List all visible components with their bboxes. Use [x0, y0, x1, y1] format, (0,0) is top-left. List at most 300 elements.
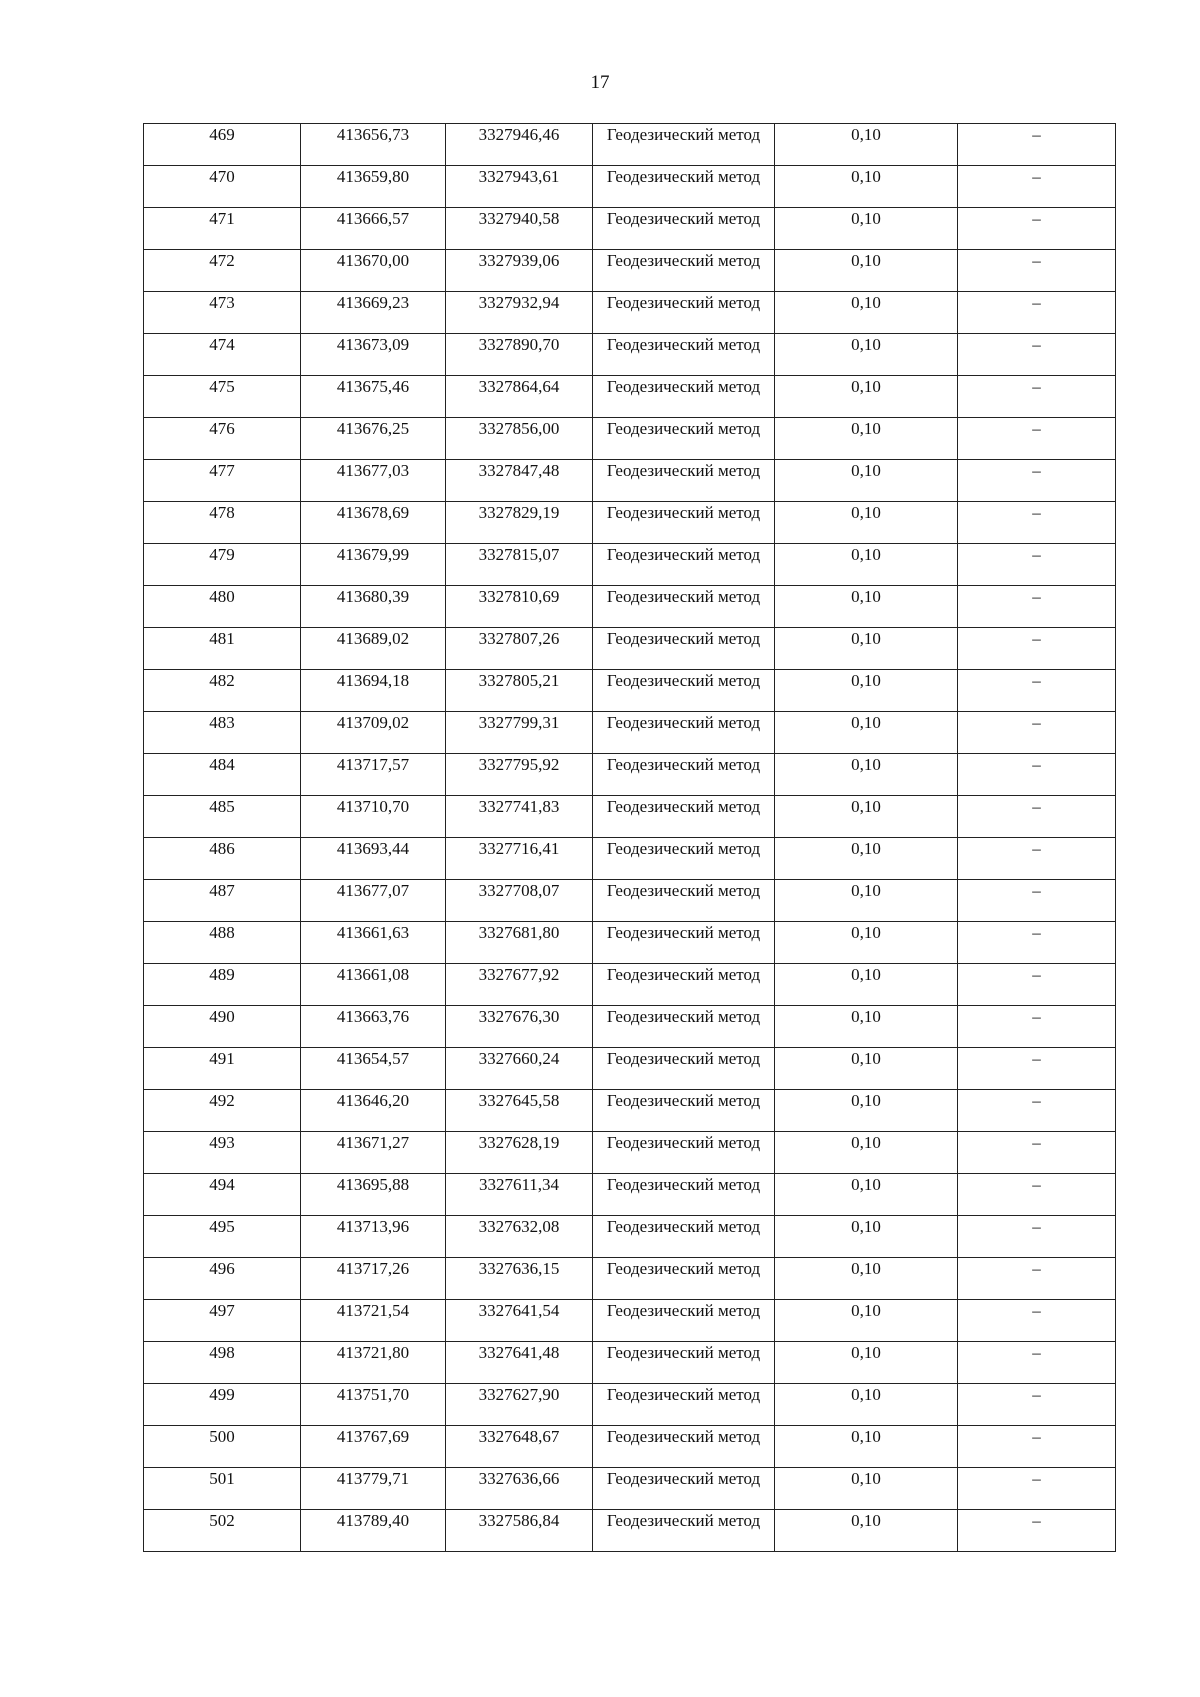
- accuracy-text: 0,10: [851, 1049, 881, 1068]
- x-coordinate-cell: [301, 586, 446, 628]
- point-number-text: 472: [209, 251, 235, 270]
- method-cell: [593, 628, 775, 670]
- x-coordinate-cell: [301, 502, 446, 544]
- x-coordinate-cell: [301, 880, 446, 922]
- note-text: –: [1032, 629, 1041, 648]
- y-coordinate-text: 3327677,92: [478, 965, 560, 984]
- note-text: –: [1032, 1175, 1041, 1194]
- accuracy-text: 0,10: [851, 377, 881, 396]
- table-row: [144, 376, 1116, 418]
- x-coordinate-text: 413675,46: [336, 377, 410, 396]
- method-text: Геодезический метод: [606, 1343, 761, 1362]
- point-number-text: 469: [209, 125, 235, 144]
- x-coordinate-cell: [301, 1258, 446, 1300]
- x-coordinate-text: 413677,03: [336, 461, 410, 480]
- y-coordinate-text: 3327829,19: [478, 503, 560, 522]
- note-text: –: [1032, 1091, 1041, 1110]
- method-cell: [593, 376, 775, 418]
- note-text: –: [1032, 587, 1041, 606]
- note-cell: [958, 880, 1116, 922]
- method-cell: [593, 1174, 775, 1216]
- accuracy-cell: [775, 376, 958, 418]
- accuracy-text: 0,10: [851, 1259, 881, 1278]
- table-row: [144, 922, 1116, 964]
- accuracy-text: 0,10: [851, 251, 881, 270]
- note-cell: [958, 376, 1116, 418]
- accuracy-cell: [775, 1006, 958, 1048]
- method-cell: [593, 460, 775, 502]
- note-cell: [958, 922, 1116, 964]
- table-row: [144, 292, 1116, 334]
- x-coordinate-cell: [301, 1048, 446, 1090]
- method-text: Геодезический метод: [606, 1175, 761, 1194]
- note-cell: [958, 208, 1116, 250]
- accuracy-cell: [775, 166, 958, 208]
- note-cell: [958, 1006, 1116, 1048]
- method-cell: [593, 1006, 775, 1048]
- note-cell: [958, 1216, 1116, 1258]
- point-number-cell: [144, 124, 301, 166]
- y-coordinate-text: 3327932,94: [478, 293, 560, 312]
- accuracy-cell: [775, 502, 958, 544]
- point-number-text: 471: [209, 209, 235, 228]
- y-coordinate-cell: [446, 628, 593, 670]
- y-coordinate-cell: [446, 418, 593, 460]
- table-row: [144, 544, 1116, 586]
- note-cell: [958, 1132, 1116, 1174]
- method-cell: [593, 1048, 775, 1090]
- x-coordinate-cell: [301, 754, 446, 796]
- x-coordinate-cell: [301, 460, 446, 502]
- x-coordinate-text: 413693,44: [336, 839, 410, 858]
- method-cell: [593, 1090, 775, 1132]
- note-cell: [958, 754, 1116, 796]
- accuracy-cell: [775, 1048, 958, 1090]
- x-coordinate-text: 413710,70: [336, 797, 410, 816]
- accuracy-text: 0,10: [851, 923, 881, 942]
- accuracy-cell: [775, 1132, 958, 1174]
- note-text: –: [1032, 503, 1041, 522]
- method-text: Геодезический метод: [606, 629, 761, 648]
- accuracy-cell: [775, 418, 958, 460]
- table-row: [144, 964, 1116, 1006]
- table-row: [144, 1384, 1116, 1426]
- method-cell: [593, 1510, 775, 1552]
- y-coordinate-text: 3327627,90: [478, 1385, 560, 1404]
- note-text: –: [1032, 1343, 1041, 1362]
- x-coordinate-cell: [301, 964, 446, 1006]
- point-number-cell: [144, 544, 301, 586]
- note-cell: [958, 124, 1116, 166]
- y-coordinate-text: 3327636,15: [478, 1259, 560, 1278]
- method-text: Геодезический метод: [606, 125, 761, 144]
- note-text: –: [1032, 545, 1041, 564]
- x-coordinate-text: 413654,57: [336, 1049, 410, 1068]
- y-coordinate-cell: [446, 796, 593, 838]
- table-row: [144, 1510, 1116, 1552]
- point-number-cell: [144, 1006, 301, 1048]
- x-coordinate-cell: [301, 292, 446, 334]
- accuracy-text: 0,10: [851, 1217, 881, 1236]
- note-text: –: [1032, 1259, 1041, 1278]
- note-text: –: [1032, 671, 1041, 690]
- method-text: Геодезический метод: [606, 1301, 761, 1320]
- note-cell: [958, 544, 1116, 586]
- y-coordinate-cell: [446, 1258, 593, 1300]
- note-cell: [958, 586, 1116, 628]
- accuracy-text: 0,10: [851, 1133, 881, 1152]
- y-coordinate-text: 3327586,84: [478, 1511, 560, 1530]
- y-coordinate-text: 3327660,24: [478, 1049, 560, 1068]
- point-number-cell: [144, 586, 301, 628]
- table-row: [144, 166, 1116, 208]
- method-text: Геодезический метод: [606, 167, 761, 186]
- y-coordinate-text: 3327716,41: [478, 839, 560, 858]
- y-coordinate-text: 3327636,66: [478, 1469, 560, 1488]
- table-row: [144, 670, 1116, 712]
- x-coordinate-cell: [301, 1090, 446, 1132]
- table-row: [144, 124, 1116, 166]
- x-coordinate-text: 413669,23: [336, 293, 410, 312]
- accuracy-cell: [775, 1342, 958, 1384]
- y-coordinate-cell: [446, 670, 593, 712]
- method-cell: [593, 250, 775, 292]
- note-text: –: [1032, 1511, 1041, 1530]
- y-coordinate-text: 3327810,69: [478, 587, 560, 606]
- accuracy-cell: [775, 1468, 958, 1510]
- note-cell: [958, 334, 1116, 376]
- method-text: Геодезический метод: [606, 503, 761, 522]
- note-text: –: [1032, 1007, 1041, 1026]
- method-cell: [593, 1384, 775, 1426]
- table-row: [144, 1132, 1116, 1174]
- x-coordinate-text: 413694,18: [336, 671, 410, 690]
- y-coordinate-text: 3327847,48: [478, 461, 560, 480]
- accuracy-text: 0,10: [851, 1427, 881, 1446]
- table-row: [144, 1090, 1116, 1132]
- method-cell: [593, 544, 775, 586]
- x-coordinate-cell: [301, 1216, 446, 1258]
- note-cell: [958, 418, 1116, 460]
- y-coordinate-text: 3327676,30: [478, 1007, 560, 1026]
- note-cell: [958, 166, 1116, 208]
- x-coordinate-cell: [301, 1300, 446, 1342]
- point-number-cell: [144, 1510, 301, 1552]
- note-text: –: [1032, 1217, 1041, 1236]
- table-row: [144, 1258, 1116, 1300]
- y-coordinate-cell: [446, 1216, 593, 1258]
- y-coordinate-cell: [446, 124, 593, 166]
- table-row: [144, 460, 1116, 502]
- point-number-cell: [144, 460, 301, 502]
- coordinates-table: [143, 123, 1116, 1552]
- x-coordinate-text: 413656,73: [336, 125, 410, 144]
- x-coordinate-text: 413709,02: [336, 713, 410, 732]
- y-coordinate-cell: [446, 502, 593, 544]
- accuracy-cell: [775, 1090, 958, 1132]
- method-text: Геодезический метод: [606, 1007, 761, 1026]
- y-coordinate-cell: [446, 250, 593, 292]
- method-text: Геодезический метод: [606, 419, 761, 438]
- note-cell: [958, 1342, 1116, 1384]
- method-cell: [593, 922, 775, 964]
- y-coordinate-text: 3327799,31: [478, 713, 560, 732]
- method-cell: [593, 964, 775, 1006]
- accuracy-cell: [775, 1258, 958, 1300]
- point-number-text: 491: [209, 1049, 235, 1068]
- y-coordinate-text: 3327632,08: [478, 1217, 560, 1236]
- accuracy-text: 0,10: [851, 461, 881, 480]
- point-number-text: 477: [209, 461, 235, 480]
- accuracy-cell: [775, 1174, 958, 1216]
- note-cell: [958, 250, 1116, 292]
- point-number-text: 498: [209, 1343, 235, 1362]
- x-coordinate-text: 413713,96: [336, 1217, 410, 1236]
- point-number-text: 482: [209, 671, 235, 690]
- accuracy-text: 0,10: [851, 209, 881, 228]
- x-coordinate-cell: [301, 1132, 446, 1174]
- accuracy-cell: [775, 250, 958, 292]
- y-coordinate-text: 3327611,34: [478, 1175, 560, 1194]
- y-coordinate-text: 3327795,92: [478, 755, 560, 774]
- x-coordinate-text: 413661,08: [336, 965, 410, 984]
- table-row: [144, 1216, 1116, 1258]
- y-coordinate-cell: [446, 1300, 593, 1342]
- accuracy-cell: [775, 880, 958, 922]
- x-coordinate-cell: [301, 334, 446, 376]
- point-number-cell: [144, 502, 301, 544]
- y-coordinate-text: 3327856,00: [478, 419, 560, 438]
- table-row: [144, 1006, 1116, 1048]
- table-row: [144, 712, 1116, 754]
- method-text: Геодезический метод: [606, 1511, 761, 1530]
- note-text: –: [1032, 1049, 1041, 1068]
- method-cell: [593, 166, 775, 208]
- accuracy-cell: [775, 460, 958, 502]
- accuracy-cell: [775, 754, 958, 796]
- point-number-text: 499: [209, 1385, 235, 1404]
- y-coordinate-text: 3327946,46: [478, 125, 560, 144]
- method-text: Геодезический метод: [606, 1133, 761, 1152]
- note-text: –: [1032, 125, 1041, 144]
- x-coordinate-cell: [301, 544, 446, 586]
- accuracy-text: 0,10: [851, 503, 881, 522]
- point-number-text: 486: [209, 839, 235, 858]
- x-coordinate-text: 413670,00: [336, 251, 410, 270]
- point-number-cell: [144, 1468, 301, 1510]
- point-number-text: 501: [209, 1469, 235, 1488]
- y-coordinate-cell: [446, 166, 593, 208]
- x-coordinate-text: 413646,20: [336, 1091, 410, 1110]
- accuracy-text: 0,10: [851, 167, 881, 186]
- x-coordinate-text: 413659,80: [336, 167, 410, 186]
- table-row: [144, 880, 1116, 922]
- accuracy-cell: [775, 1426, 958, 1468]
- point-number-text: 487: [209, 881, 235, 900]
- accuracy-cell: [775, 670, 958, 712]
- note-text: –: [1032, 251, 1041, 270]
- method-cell: [593, 586, 775, 628]
- note-cell: [958, 670, 1116, 712]
- y-coordinate-cell: [446, 460, 593, 502]
- method-text: Геодезический метод: [606, 1259, 761, 1278]
- point-number-cell: [144, 1216, 301, 1258]
- method-text: Геодезический метод: [606, 461, 761, 480]
- accuracy-cell: [775, 292, 958, 334]
- y-coordinate-cell: [446, 1426, 593, 1468]
- point-number-cell: [144, 1174, 301, 1216]
- method-cell: [593, 1426, 775, 1468]
- note-text: –: [1032, 1385, 1041, 1404]
- x-coordinate-cell: [301, 670, 446, 712]
- x-coordinate-text: 413721,80: [336, 1343, 410, 1362]
- method-text: Геодезический метод: [606, 881, 761, 900]
- x-coordinate-cell: [301, 838, 446, 880]
- point-number-text: 488: [209, 923, 235, 942]
- x-coordinate-text: 413789,40: [336, 1511, 410, 1530]
- page-number: 17: [590, 72, 610, 93]
- accuracy-text: 0,10: [851, 839, 881, 858]
- x-coordinate-cell: [301, 1426, 446, 1468]
- x-coordinate-text: 413661,63: [336, 923, 410, 942]
- point-number-text: 494: [209, 1175, 235, 1194]
- accuracy-cell: [775, 964, 958, 1006]
- x-coordinate-text: 413663,76: [336, 1007, 410, 1026]
- point-number-cell: [144, 670, 301, 712]
- y-coordinate-cell: [446, 1006, 593, 1048]
- accuracy-text: 0,10: [851, 965, 881, 984]
- method-cell: [593, 1468, 775, 1510]
- x-coordinate-cell: [301, 124, 446, 166]
- point-number-cell: [144, 1426, 301, 1468]
- point-number-text: 495: [209, 1217, 235, 1236]
- accuracy-cell: [775, 628, 958, 670]
- note-text: –: [1032, 293, 1041, 312]
- x-coordinate-text: 413717,26: [336, 1259, 410, 1278]
- method-text: Геодезический метод: [606, 1385, 761, 1404]
- accuracy-text: 0,10: [851, 1343, 881, 1362]
- method-cell: [593, 1258, 775, 1300]
- point-number-cell: [144, 208, 301, 250]
- y-coordinate-text: 3327648,67: [478, 1427, 560, 1446]
- accuracy-text: 0,10: [851, 587, 881, 606]
- point-number-cell: [144, 1384, 301, 1426]
- point-number-text: 493: [209, 1133, 235, 1152]
- method-text: Геодезический метод: [606, 1427, 761, 1446]
- y-coordinate-text: 3327815,07: [478, 545, 560, 564]
- y-coordinate-text: 3327805,21: [478, 671, 560, 690]
- point-number-text: 478: [209, 503, 235, 522]
- y-coordinate-cell: [446, 964, 593, 1006]
- accuracy-cell: [775, 334, 958, 376]
- method-text: Геодезический метод: [606, 713, 761, 732]
- note-cell: [958, 460, 1116, 502]
- note-text: –: [1032, 167, 1041, 186]
- note-text: –: [1032, 797, 1041, 816]
- method-cell: [593, 1216, 775, 1258]
- accuracy-cell: [775, 586, 958, 628]
- method-cell: [593, 1132, 775, 1174]
- y-coordinate-cell: [446, 208, 593, 250]
- accuracy-text: 0,10: [851, 545, 881, 564]
- x-coordinate-text: 413679,99: [336, 545, 410, 564]
- note-cell: [958, 292, 1116, 334]
- table-row: [144, 1426, 1116, 1468]
- table-row: [144, 1048, 1116, 1090]
- table-row: [144, 1300, 1116, 1342]
- note-cell: [958, 712, 1116, 754]
- method-cell: [593, 796, 775, 838]
- note-cell: [958, 628, 1116, 670]
- x-coordinate-text: 413677,07: [336, 881, 410, 900]
- x-coordinate-text: 413767,69: [336, 1427, 410, 1446]
- method-cell: [593, 418, 775, 460]
- y-coordinate-text: 3327645,58: [478, 1091, 560, 1110]
- note-cell: [958, 1468, 1116, 1510]
- y-coordinate-text: 3327807,26: [478, 629, 560, 648]
- method-text: Геодезический метод: [606, 209, 761, 228]
- accuracy-text: 0,10: [851, 335, 881, 354]
- accuracy-text: 0,10: [851, 629, 881, 648]
- note-text: –: [1032, 461, 1041, 480]
- method-text: Геодезический метод: [606, 1049, 761, 1068]
- note-cell: [958, 1510, 1116, 1552]
- y-coordinate-text: 3327641,48: [478, 1343, 560, 1362]
- method-text: Геодезический метод: [606, 671, 761, 690]
- method-text: Геодезический метод: [606, 587, 761, 606]
- y-coordinate-cell: [446, 334, 593, 376]
- note-text: –: [1032, 1301, 1041, 1320]
- point-number-cell: [144, 1258, 301, 1300]
- y-coordinate-text: 3327628,19: [478, 1133, 560, 1152]
- point-number-cell: [144, 1300, 301, 1342]
- x-coordinate-cell: [301, 208, 446, 250]
- y-coordinate-text: 3327939,06: [478, 251, 560, 270]
- accuracy-text: 0,10: [851, 293, 881, 312]
- point-number-text: 480: [209, 587, 235, 606]
- method-text: Геодезический метод: [606, 377, 761, 396]
- note-text: –: [1032, 881, 1041, 900]
- accuracy-text: 0,10: [851, 1469, 881, 1488]
- method-cell: [593, 1342, 775, 1384]
- y-coordinate-text: 3327864,64: [478, 377, 560, 396]
- point-number-text: 502: [209, 1511, 235, 1530]
- y-coordinate-cell: [446, 1132, 593, 1174]
- table-row: [144, 628, 1116, 670]
- method-cell: [593, 502, 775, 544]
- method-cell: [593, 712, 775, 754]
- y-coordinate-cell: [446, 1468, 593, 1510]
- point-number-cell: [144, 628, 301, 670]
- accuracy-text: 0,10: [851, 1301, 881, 1320]
- accuracy-cell: [775, 208, 958, 250]
- y-coordinate-cell: [446, 922, 593, 964]
- method-text: Геодезический метод: [606, 797, 761, 816]
- y-coordinate-cell: [446, 1174, 593, 1216]
- point-number-text: 492: [209, 1091, 235, 1110]
- note-text: –: [1032, 923, 1041, 942]
- table-row: [144, 250, 1116, 292]
- table-row: [144, 334, 1116, 376]
- accuracy-text: 0,10: [851, 881, 881, 900]
- note-cell: [958, 1090, 1116, 1132]
- accuracy-text: 0,10: [851, 419, 881, 438]
- x-coordinate-cell: [301, 376, 446, 418]
- point-number-cell: [144, 1342, 301, 1384]
- method-text: Геодезический метод: [606, 545, 761, 564]
- point-number-cell: [144, 964, 301, 1006]
- point-number-text: 476: [209, 419, 235, 438]
